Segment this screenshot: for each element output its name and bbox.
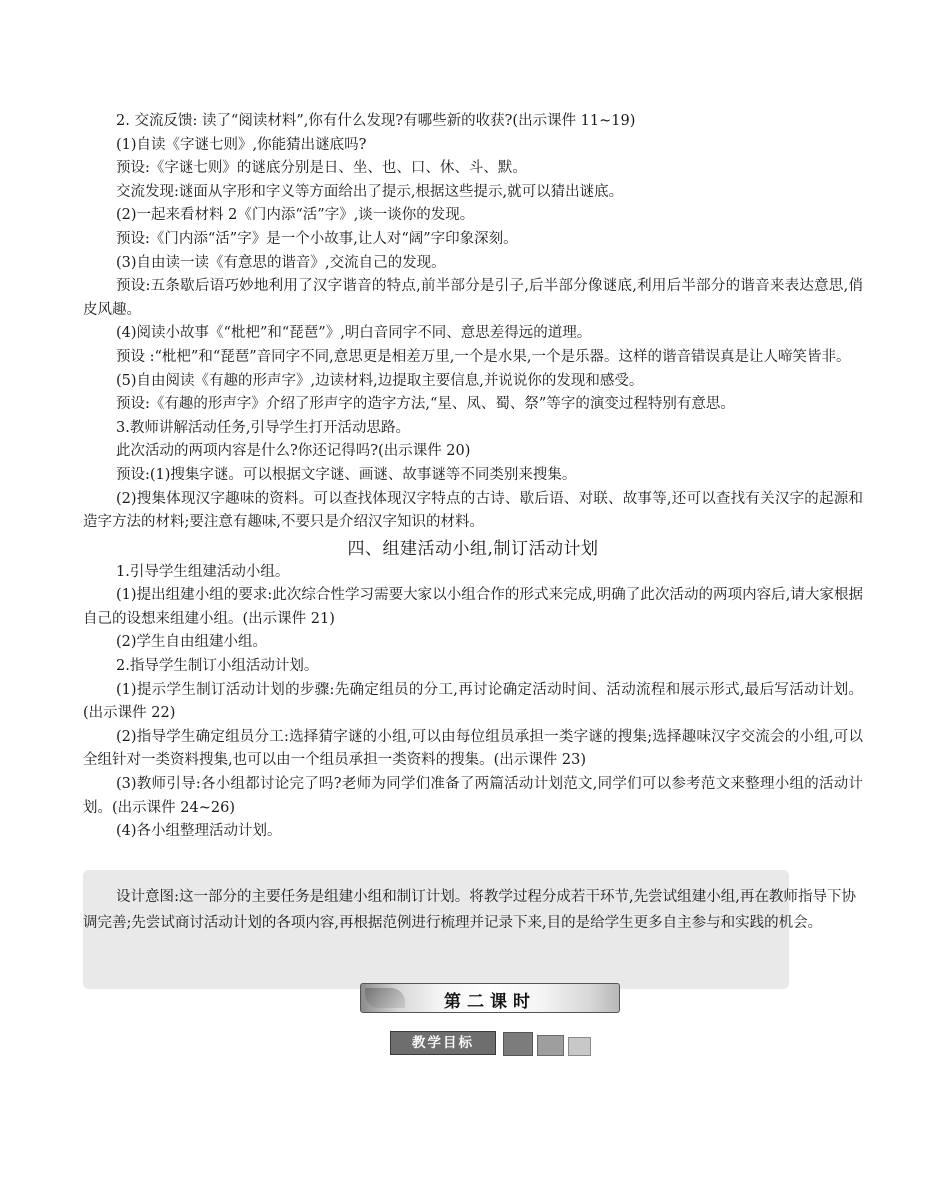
paragraph: (4)阅读小故事《“枇杷”和“琵琶”》,明白音同字不同、意思差得远的道理。 bbox=[116, 325, 592, 342]
paragraph: 1.引导学生组建活动小组。 bbox=[116, 563, 290, 580]
paragraph: (1)提示学生制订活动计划的步骤:先确定组员的分工,再讨论确定活动时间、活动流程和展示形式,最后写活动计划。(出示课件 22) bbox=[83, 681, 863, 722]
paragraph: 预设 :“枇杷”和“琵琶”音同字不同,意思更是相差万里,一个是水果,一个是乐器。这样的谐音错误真是让人啼笑皆非。 bbox=[116, 348, 851, 365]
paragraph: (4)各小组整理活动计划。 bbox=[116, 823, 282, 840]
lesson-banner bbox=[360, 983, 620, 1013]
paragraph: (2)指导学生确定组员分工:选择猜字谜的小组,可以由每位组员承担一类字谜的搜集;选择趣味汉字交流会的小组,可以全组针对一类资料搜集,也可以由一个组员承担一类资料的搜集。(出示课件 23) bbox=[83, 728, 863, 769]
decor-square-icon bbox=[537, 1035, 564, 1056]
paragraph: (5)自由阅读《有趣的形声字》,边读材料,边提取主要信息,并说说你的发现和感受。 bbox=[116, 372, 644, 389]
lesson-title: 第二课时 bbox=[444, 992, 536, 1012]
section-heading: 四、组建活动小组,制订活动计划 bbox=[347, 538, 599, 559]
teaching-goal-badge: 教学目标 bbox=[390, 1031, 496, 1055]
paragraph: (3)教师引导:各小组都讨论完了吗?老师为同学们准备了两篇活动计划范文,同学们可以参考范文来整理小组的活动计划。(出示课件 24~26) bbox=[83, 776, 863, 816]
paragraph: 交流发现:谜面从字形和字义等方面给出了提示,根据这些提示,就可以猜出谜底。 bbox=[116, 183, 624, 200]
paragraph: 预设:《有趣的形声字》介绍了形声字的造字方法,“星、凤、蜀、祭”等字的演变过程特别有意思。 bbox=[116, 396, 735, 413]
paragraph: 2. 交流反馈: 读了“阅读材料”,你有什么发现?有哪些新的收获?(出示课件 11~19) bbox=[116, 113, 636, 129]
decor-square-icon bbox=[503, 1032, 533, 1056]
paragraph: 预设:《字谜七则》的谜底分别是日、坐、也、口、休、斗、默。 bbox=[116, 160, 527, 177]
paragraph: 此次活动的两项内容是什么?你还记得吗?(出示课件 20) bbox=[116, 443, 471, 460]
paragraph: 3.教师讲解活动任务,引导学生打开活动思路。 bbox=[116, 419, 410, 436]
design-intent-box bbox=[83, 870, 856, 989]
paragraph: (2)一起来看材料 2《门内添“活”字》,谈一谈你的发现。 bbox=[116, 207, 475, 224]
paragraph: (2)学生自由组建小组。 bbox=[116, 634, 268, 651]
paragraph: (3)自由读一读《有意思的谐音》,交流自己的发现。 bbox=[116, 254, 446, 271]
paragraph: 2.指导学生制订小组活动计划。 bbox=[116, 658, 319, 675]
paragraph: 预设:(1)搜集字谜。可以根据文字谜、画谜、故事谜等不同类别来搜集。 bbox=[116, 466, 577, 483]
paragraph: 预设:《门内添“活”字》是一个小故事,让人对“阔”字印象深刻。 bbox=[116, 230, 518, 247]
design-intent-text: 设计意图:这一部分的主要任务是组建小组和制订计划。将教学过程分成若干环节,先尝试组建小组,再在教师指导下协调完善;先尝试商讨活动计划的各项内容,再根据范例进行梳理并记录下来,目的是给学生更多自主参与和实践的机会。 bbox=[83, 889, 856, 931]
paragraph: (1)提出组建小组的要求:此次综合性学习需要大家以小组合作的形式来完成,明确了此次活动的两项内容后,请大家根据自己的设想来组建小组。(出示课件 21) bbox=[83, 587, 863, 627]
paragraph: 预设:五条歇后语巧妙地利用了汉字谐音的特点,前半部分是引子,后半部分像谜底,利用后半部分的谐音来表达意思,俏皮风趣。 bbox=[83, 278, 863, 318]
paragraph: (2)搜集体现汉字趣味的资料。可以查找体现汉字特点的古诗、歇后语、对联、故事等,还可以查找有关汉字的起源和造字方法的材料;要注意有趣味,不要只是介绍汉字知识的材料。 bbox=[83, 490, 863, 531]
design-intent-wrapper bbox=[83, 870, 856, 936]
lesson-body bbox=[83, 110, 863, 844]
paragraph: (1)自读《字谜七则》,你能猜出谜底吗? bbox=[116, 136, 367, 153]
decor-square-icon bbox=[568, 1037, 591, 1056]
